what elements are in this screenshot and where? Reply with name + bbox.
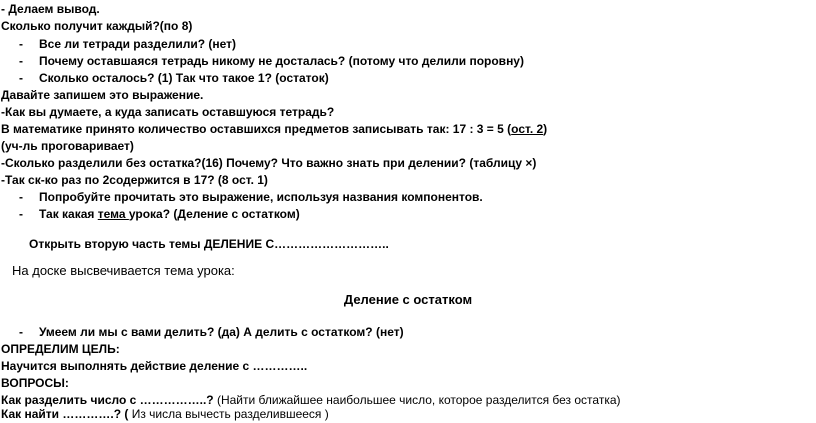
how-many-times-line: -Так ск-ко раз по 2содержится в 17? (8 ост. 1) (1, 173, 268, 187)
define-goal-heading: ОПРЕДЕЛИМ ЦЕЛЬ: (1, 342, 120, 356)
remainder-underlined: ост. 2 (511, 122, 544, 136)
question-all-divided: Все ли тетради разделили? (нет) (39, 37, 236, 51)
conclusion-line: - Делаем вывод. (1, 2, 100, 16)
bullet-dash: - (19, 325, 23, 339)
write-expression-line: Давайте запишем это выражение. (1, 88, 204, 102)
topic-question-end: урока? (Деление с остатком) (128, 207, 300, 221)
where-to-write-line: -Как вы думаете, а куда записать оставшуюся тетрадь? (1, 105, 335, 119)
divided-without-remainder-line: -Сколько разделили без остатка?(16) Почему? Что важно знать при делении? (таблицу ×) (1, 156, 537, 170)
open-second-part-line: Открыть вторую часть темы ДЕЛЕНИЕ С……………………….. (29, 237, 389, 251)
how-divide-answer: (Найти ближайшее наибольшее число, которое разделится без остатка) (213, 393, 621, 407)
read-expression-line: Попробуйте прочитать это выражение, используя названия компонентов. (39, 190, 483, 204)
questions-heading: ВОПРОСЫ: (1, 376, 69, 390)
lesson-topic-question (39, 205, 300, 223)
lesson-title: Деление с остатком (343, 292, 473, 307)
goal-line: Научится выполнять действие деление с ………….. (1, 359, 308, 373)
can-we-divide-line: Умеем ли мы с вами делить? (да) А делить с остатком? (нет) (39, 325, 404, 339)
bullet-dash: - (19, 190, 23, 204)
how-find-question: Как найти ………….? ( (1, 407, 132, 421)
bullet-dash: - (19, 37, 23, 51)
board-shows-topic-line: На доске высвечивается тема урока: (12, 263, 235, 278)
question-each-gets: Сколько получит каждый?(по 8) (1, 19, 193, 33)
math-notation-text: В математике принято количество оставшихся предметов записывать так: 17 : 3 = 5 ( (1, 122, 512, 136)
closing-paren: ) (543, 122, 548, 136)
bullet-dash: - (19, 54, 23, 68)
question-why-left: Почему оставшаяся тетрадь никому не досталась? (потому что делили поровну) (39, 54, 524, 68)
how-divide-question: Как разделить число с ……………..? (1, 393, 214, 407)
question-how-many-left: Сколько осталось? (1) Так что такое 1? (остаток) (39, 71, 329, 85)
topic-word-underlined: тема (97, 207, 129, 221)
bullet-dash: - (19, 207, 23, 221)
math-notation-line (1, 120, 547, 138)
bullet-dash: - (19, 71, 23, 85)
how-find-answer: Из числа вычесть разделившееся ) (131, 407, 329, 421)
teacher-says-line: (уч-ль проговаривает) (1, 139, 134, 153)
how-find-line (1, 405, 329, 423)
topic-question-start: Так какая (39, 207, 98, 221)
